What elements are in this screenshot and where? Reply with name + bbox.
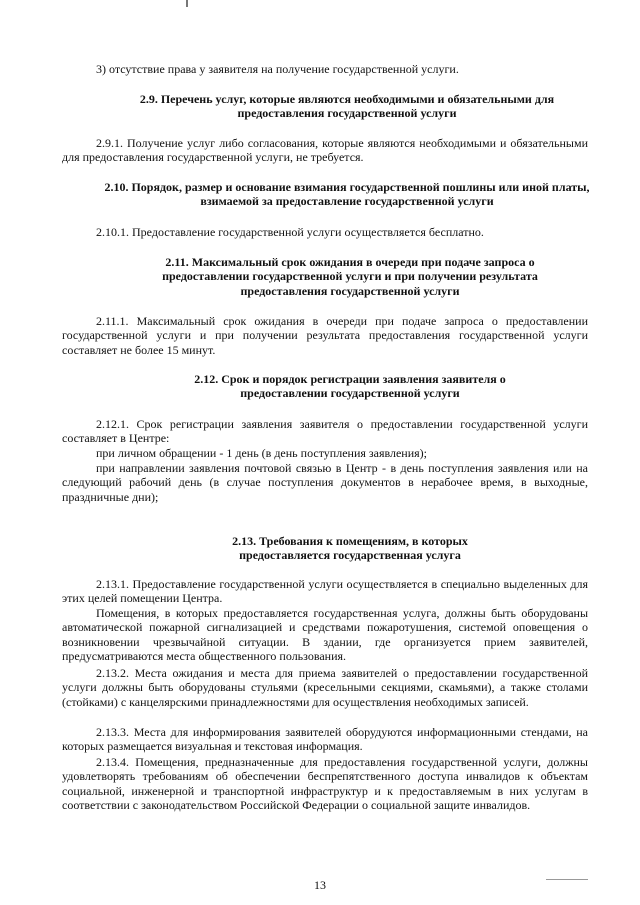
paragraph-2-11-1: 2.11.1. Максимальный срок ожидания в очереди при подаче запроса о предоставлении государственной услуги и при получении результата предоставления государственной услуги составляет не более 15 минут.: [62, 314, 588, 357]
paragraph-2-12-mail: при направлении заявления почтовой связью в Центр - в день поступления заявления или на следующий рабочий день (в случае поступления документов в нерабочее время, в выходные, праздничные дни);: [62, 461, 588, 504]
heading-2-11: 2.11. Максимальный срок ожидания в очереди при подаче запроса о предоставлении государственной услуги и при получении результата предоставления государственной услуги: [162, 255, 538, 298]
heading-2-12: 2.12. Срок и порядок регистрации заявления заявителя о предоставлении государственной услуги: [194, 372, 506, 401]
paragraph-2-13-3: 2.13.3. Места для информирования заявителей оборудуются информационными стендами, на которых размещается визуальная и текстовая информация.: [62, 725, 588, 754]
footer-rule: [546, 879, 588, 880]
paragraph-2-9-1: 2.9.1. Получение услуг либо согласования, которые являются необходимыми и обязательными для предоставления государственной услуги, не требуется.: [62, 136, 588, 165]
heading-2-9: 2.9. Перечень услуг, которые являются необходимыми и обязательными для предоставления государственной услуги: [139, 92, 555, 121]
paragraph-2-12-personal: при личном обращении - 1 день (в день поступления заявления);: [96, 446, 427, 460]
heading-2-10: 2.10. Порядок, размер и основание взимания государственной пошлины или иной платы, взимаемой за предоставление государственной услуги: [104, 180, 590, 209]
scan-mark: [186, 0, 188, 7]
heading-2-13: 2.13. Требования к помещениям, в которых предоставляется государственная услуга: [232, 534, 468, 563]
paragraph-2-10-1: 2.10.1. Предоставление государственной услуги осуществляется бесплатно.: [96, 225, 484, 239]
paragraph-2-12-1: 2.12.1. Срок регистрации заявления заявителя о предоставлении государственной услуги составляет в Центре:: [62, 417, 588, 446]
paragraph-2-13-premises: Помещения, в которых предоставляется государственная услуга, должны быть оборудованы автоматической пожарной сигнализацией и средствами пожаротушения, системой оповещения о возникновении чрезвычайной ситуации. В здании, где организуется прием заявителей, предусматриваются места общественного пользования.: [62, 606, 588, 663]
page-number: 13: [314, 878, 326, 892]
paragraph-2-13-2: 2.13.2. Места ожидания и места для приема заявителей о предоставлении государственной услуги должны быть оборудованы стульями (кресельными секциями, скамьями), а также столами (стойками) с канцелярскими принадлежностями для осуществления необходимых записей.: [62, 666, 588, 709]
paragraph-2-13-1: 2.13.1. Предоставление государственной услуги осуществляется в специально выделенных для этих целей помещении Центра.: [62, 577, 588, 606]
paragraph-2-13-4: 2.13.4. Помещения, предназначенные для предоставления государственной услуги, должны удовлетворять требованиям об обеспечении беспрепятственного доступа инвалидов к объектам социальной, инженерной и транспортной инфраструктур и к предоставляемым в них услугам в соответствии с законодательством Российской Федерации о социальной защите инвалидов.: [62, 755, 588, 812]
intro-line: 3) отсутствие права у заявителя на получение государственной услуги.: [96, 62, 459, 76]
